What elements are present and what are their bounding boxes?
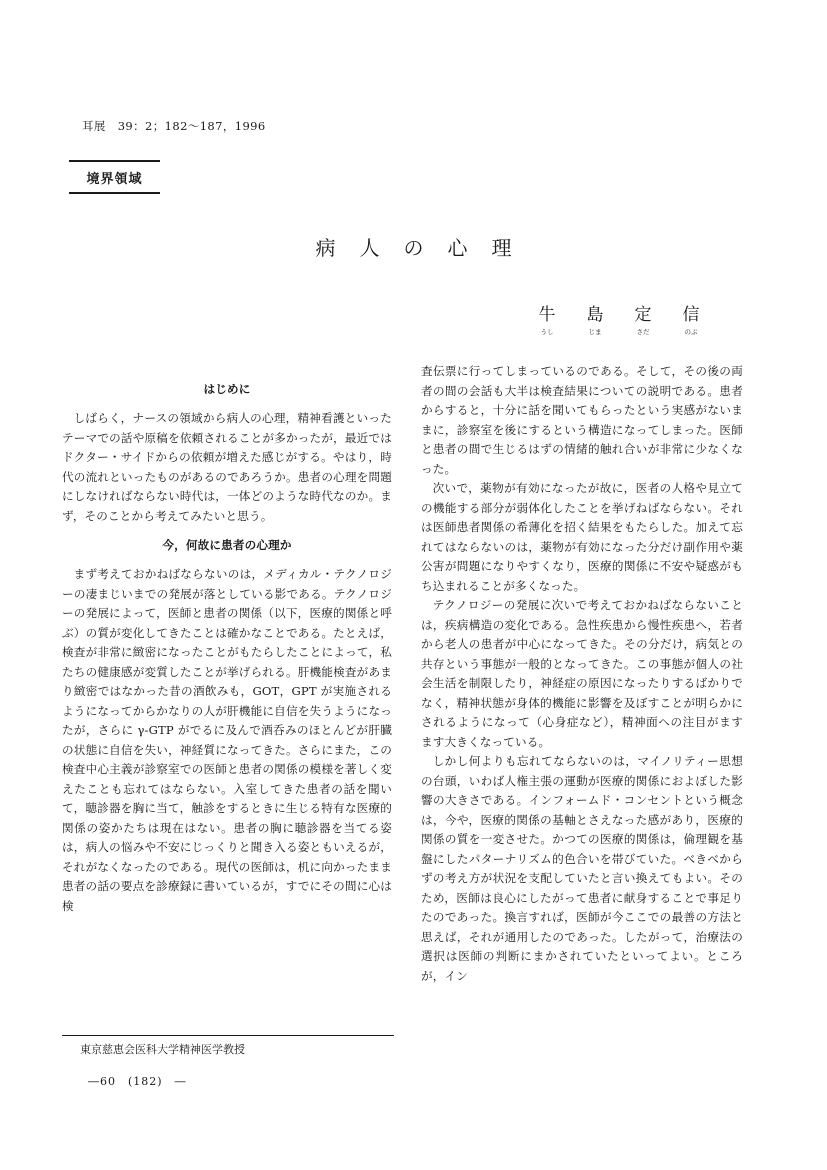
author-char [571, 300, 619, 336]
section-heading-why: 今，何故に患者の心理か [162, 538, 292, 552]
author-ruby: うし [540, 328, 554, 336]
journal-citation: 耳展 39：2；182～187，1996 [82, 119, 266, 133]
author-ruby: のぶ [684, 328, 698, 336]
author-kanji: 島 [586, 305, 604, 325]
author-name [523, 300, 715, 336]
author-affiliation: 東京慈恵会医科大学精神医学教授 [80, 1043, 245, 1056]
footnote-rule [62, 1035, 394, 1036]
left-column [62, 370, 392, 916]
page-number: ―60 (182) ― [88, 1075, 187, 1088]
right-column [421, 362, 743, 986]
paragraph: 次いで，薬物が有効になったが故に，医者の人格や見立ての機能する部分が弱体化したことを挙げねばならない。それは医師患者関係の希薄化を招く結果をもたらした。加えて忘れてはならないのは，薬物が有効になった分だけ副作用や薬公害が問題になりやすくなり，医療的関係に不安や疑惑がもち込まれることが多くなった。 [421, 481, 743, 593]
section-label: 境界領域 [69, 160, 160, 194]
author-char [619, 300, 667, 336]
author-ruby: さだ [636, 328, 650, 336]
author-kanji: 定 [634, 305, 652, 325]
author-ruby: じま [588, 328, 602, 336]
author-char [523, 300, 571, 336]
author-char [667, 300, 715, 336]
paragraph: まず考えておかねばならないのは，メディカル・テクノロジーの凄まじいまでの発展が落としている影である。テクノロジーの発展によって，医師と患者の関係（以下，医療的関係と呼ぶ）の質が変化してきたことは確かなことである。たとえば，検査が非常に緻密になったことがもたらしたことによって，私たちの健康感が変質したことが挙げられる。肝機能検査があまり緻密ではなかった昔の酒飲みも，GOT，GPT が実施されるようになってからかなりの人が肝機能に自信を失うようになったが，さらに γ-GTP がでるに及んで酒呑みのほとんどが肝臓の状態に自信を失い，神経質になってきた。さらにまた，この検査中心主義が診察室での医師と患者の関係の模様を著しく変えたことも忘れてはならない。入室してきた患者の話を聞いて，聴診器を胸に当て，触診をするときに生じる特有な医療的関係の姿かたちは現在はない。患者の胸に聴診器を当てる姿は，病人の悩みや不安にじっくりと聞き入る姿ともいえるが，それがなくなったのである。現代の医師は，机に向かったまま患者の話の要点を診療録に書いているが，すでにその間に心は検 [62, 567, 392, 913]
paragraph: 査伝票に行ってしまっているのである。そして，その後の両者の間の会話も大半は検査結果についての説明である。患者からすると，十分に話を聞いてもらったという実感がないままに，診察室を後にするという構造になってしまった。医師と患者の間で生じるはずの情緒的触れ合いが非常に少なくなった。 [421, 364, 743, 476]
paragraph: しかし何よりも忘れてならないのは，マイノリティー思想の台頭，いわば人権主張の運動が医療的関係におよぼした影響の大きさである。インフォームド・コンセントという概念は，今や，医療的関係の基軸とさえなった感があり，医療的関係の質を一変させた。かつての医療的関係は，倫理観を基盤にしたパターナリズム的色合いを帯びていた。べきべからずの考え方が状況を支配していたと言い換えてもよい。そのため，医師は良心にしたがって患者に献身することで事足りたのであった。換言すれば，医師が今ここでの最善の方法と思えば，それが通用したのであった。したがって，治療法の選択は医師の判断にまかされていたといってよい。ところが，イン [421, 754, 743, 983]
section-heading-intro: はじめに [203, 382, 251, 396]
paragraph: テクノロジーの発展に次いで考えておかねばならないことは，疾病構造の変化である。急性疾患から慢性疾患へ，若者から老人の患者が中心になってきた。その分だけ，病気との共存という事態が一般的となってきた。この事態が個人の社会生活を制限したり，神経症の原因になったりするばかりでなく，精神状態が身体的機能に影響を及ぼすことが明らかにされるようになって（心身症など），精神面への注目がますます大きくなっている。 [421, 598, 743, 749]
author-kanji: 牛 [538, 305, 556, 325]
author-kanji: 信 [682, 305, 700, 325]
article-title: 病人の心理 [315, 236, 536, 260]
paragraph: しばらく，ナースの領域から病人の心理，精神看護といったテーマでの話や原稿を依頼されることが多かったが，最近ではドクター・サイドからの依頼が増えた感じがする。やはり，時代の流れといったものがあるのであろうか。患者の心理を問題にしなければならない時代は，一体どのような時代なのか。まず，そのことから考えてみたいと思う。 [62, 411, 392, 523]
